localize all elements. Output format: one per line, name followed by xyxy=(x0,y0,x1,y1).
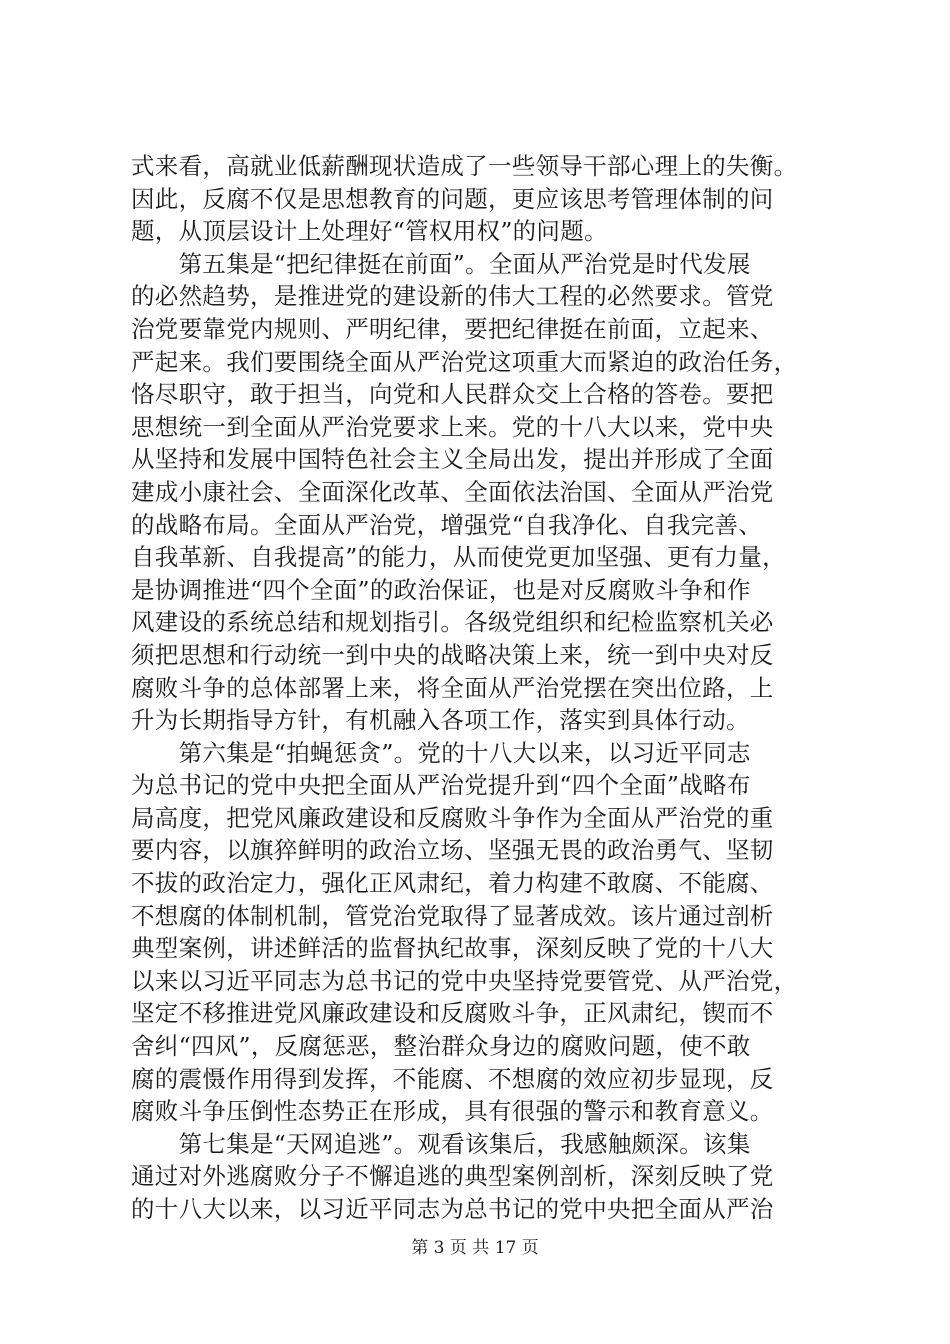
text-line: 通过对外逃腐败分子不懈追逃的典型案例剖析，深刻反映了党 xyxy=(131,1162,774,1191)
text-line: 腐败斗争的总体部署上来，将全面从严治党摆在突出位路，上 xyxy=(131,673,774,702)
text-line: 从坚持和发展中国特色社会主义全局出发，提出并形成了全面 xyxy=(131,445,774,474)
text-line: 须把思想和行动统一到中央的战略决策上来，统一到中央对反 xyxy=(131,640,774,669)
text-line: 是协调推进“四个全面”的政治保证，也是对反腐败斗争和作 xyxy=(131,575,751,604)
text-line: 局高度，把党风廉政建设和反腐败斗争作为全面从严治党的重 xyxy=(131,803,774,832)
text-line: 以来以习近平同志为总书记的党中央坚持党要管党、从严治党， xyxy=(131,966,798,995)
text-line: 为总书记的党中央把全面从严治党提升到“四个全面”战略布 xyxy=(131,771,751,800)
text-line: 不想腐的体制机制，管党治党取得了显著成效。该片通过剖析 xyxy=(131,901,774,930)
text-line: 坚定不移推进党风廉政建设和反腐败斗争，正风肃纪，锲而不 xyxy=(131,999,774,1028)
text-line: 建成小康社会、全面深化改革、全面依法治国、全面从严治党 xyxy=(131,477,774,506)
text-line: 思想统一到全面从严治党要求上来。党的十八大以来，党中央 xyxy=(131,412,774,441)
text-line: 恪尽职守，敢于担当，向党和人民群众交上合格的答卷。要把 xyxy=(131,380,774,409)
text-line: 第六集是“拍蝇惩贪”。党的十八大以来，以习近平同志 xyxy=(131,738,751,767)
text-line: 升为长期指导方针，有机融入各项工作，落实到具体行动。 xyxy=(131,706,750,735)
text-line: 第七集是“天网追逃”。观看该集后，我感触颇深。该集 xyxy=(131,1129,751,1158)
text-line: 式来看，高就业低薪酬现状造成了一些领导干部心理上的失衡。 xyxy=(131,152,798,180)
text-line: 风建设的系统总结和规划指引。各级党组织和纪检监察机关必 xyxy=(131,608,774,637)
text-line: 的十八大以来，以习近平同志为总书记的党中央把全面从严治 xyxy=(131,1195,774,1223)
page-footer: 第 3 页 共 17 页 xyxy=(411,1238,539,1258)
text-line: 题，从顶层设计上处理好“管权用权”的问题。 xyxy=(131,217,608,246)
body-text xyxy=(131,150,831,1226)
text-line: 不拔的政治定力，强化正风肃纪，着力构建不敢腐、不能腐、 xyxy=(131,869,774,898)
text-line: 的战略布局。全面从严治党，增强党“自我净化、自我完善、 xyxy=(131,510,763,539)
text-line: 舍纠“四风”，反腐惩恶，整治群众身边的腐败问题，使不敢 xyxy=(131,1032,751,1061)
text-line: 的必然趋势，是推进党的建设新的伟大工程的必然要求。管党 xyxy=(131,282,774,311)
text-line: 严起来。我们要围绕全面从严治党这项重大而紧迫的政治任务， xyxy=(131,347,798,376)
text-line: 因此，反腐不仅是思想教育的问题，更应该思考管理体制的问 xyxy=(131,184,774,213)
text-line: 要内容，以旗猝鲜明的政治立场、坚强无畏的政治勇气、坚韧 xyxy=(131,836,774,865)
text-line: 自我革新、自我提高”的能力，从而使党更加坚强、更有力量， xyxy=(131,543,786,572)
text-line: 腐的震慑作用得到发挥，不能腐、不想腐的效应初步显现，反 xyxy=(131,1064,774,1093)
text-line: 典型案例，讲述鲜活的监督执纪故事，深刻反映了党的十八大 xyxy=(131,934,774,963)
text-line: 腐败斗争压倒性态势正在形成，具有很强的警示和教育意义。 xyxy=(131,1097,774,1126)
text-line: 第五集是“把纪律挺在前面”。全面从严治党是时代发展 xyxy=(131,249,751,278)
text-line: 治党要靠党内规则、严明纪律，要把纪律挺在前面，立起来、 xyxy=(131,314,774,343)
